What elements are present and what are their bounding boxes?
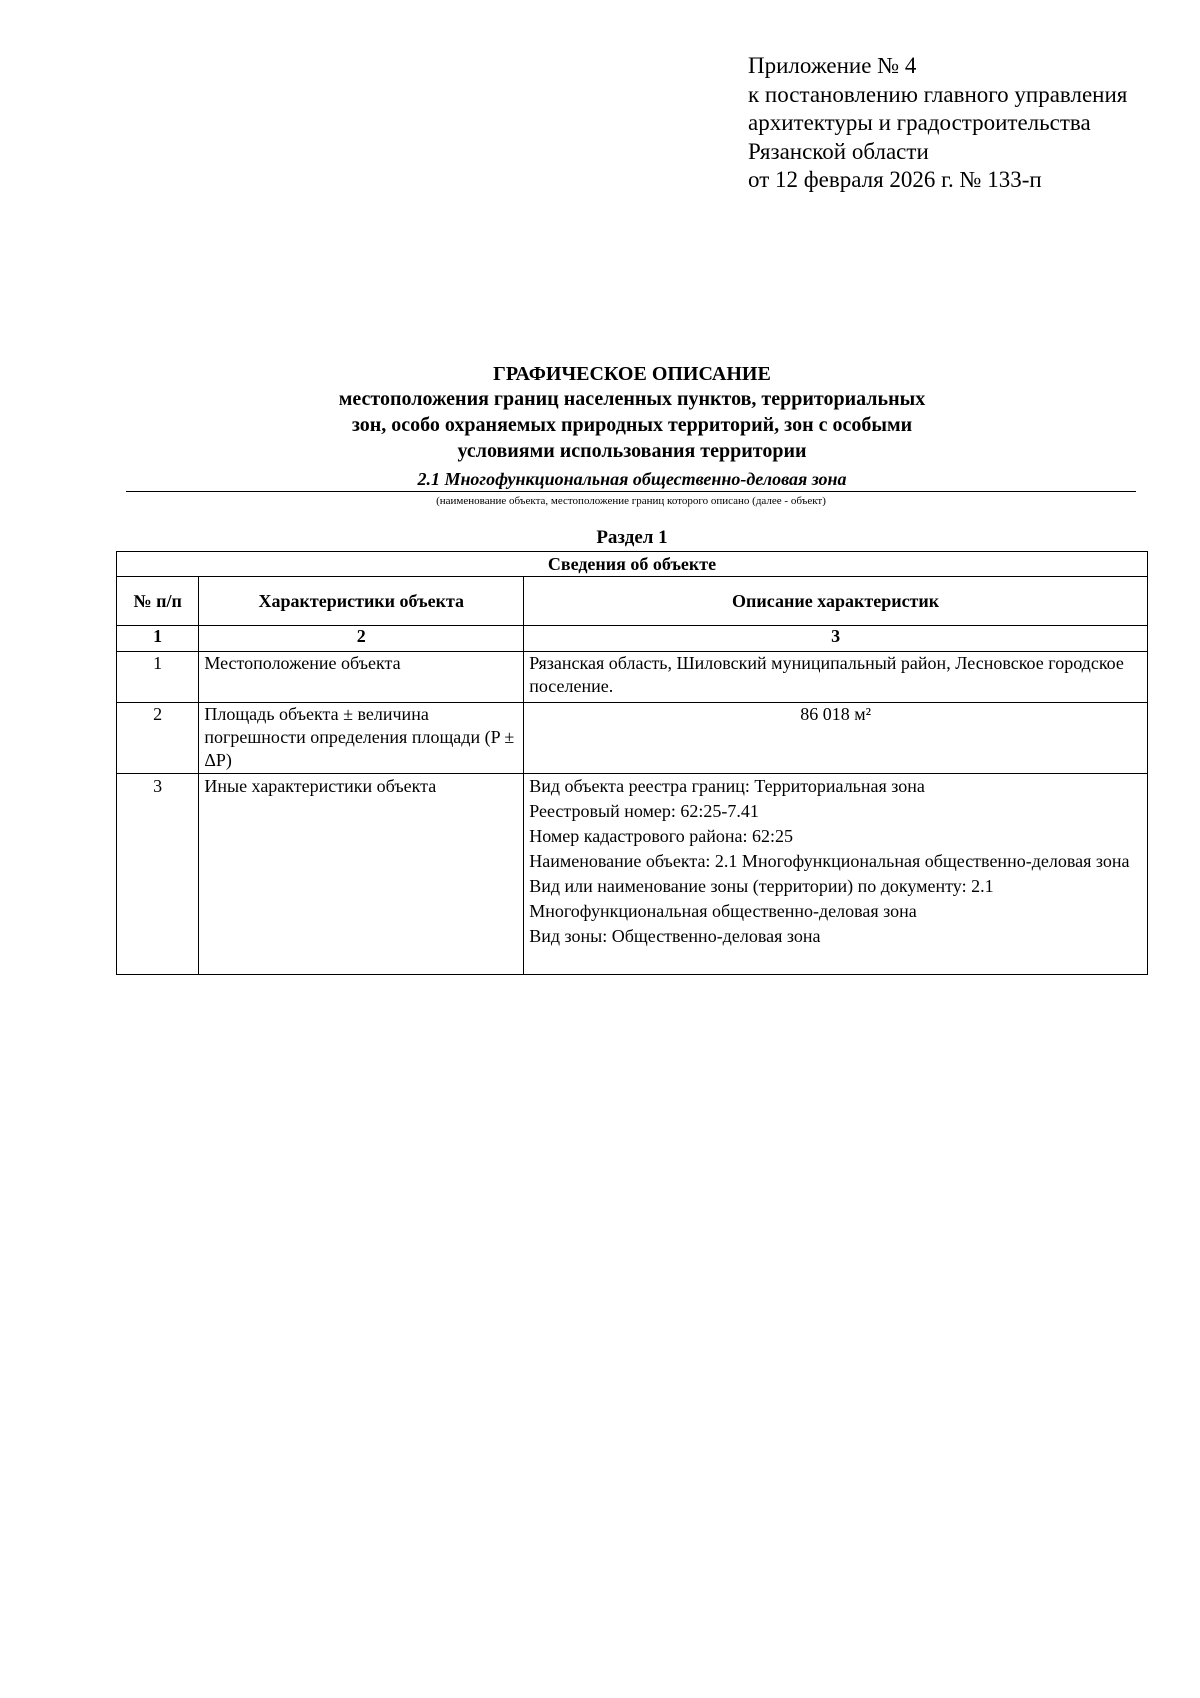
row-description [524, 703, 1148, 774]
row-description [524, 774, 1148, 975]
table-row [117, 774, 1148, 975]
row-characteristic: Местоположение объекта [199, 652, 524, 703]
description-line: Реестровый номер: 62:25-7.41 [529, 801, 759, 821]
table-caption: Сведения об объекте [117, 552, 1148, 577]
row-number: 2 [117, 703, 199, 774]
object-name: 2.1 Многофункциональная общественно-деловая зона [417, 469, 847, 489]
description-line: Вид объекта реестра границ: Территориальная зона [529, 776, 925, 796]
appendix-line: Рязанской области [748, 138, 929, 164]
table-row [117, 652, 1148, 703]
document-title-block [0, 362, 1200, 490]
header-characteristic: Характеристики объекта [199, 577, 524, 626]
appendix-line: Приложение № 4 [748, 53, 917, 78]
description-line: Рязанская область, Шиловский муниципальный район, Лесновское городское поселение. [529, 653, 1124, 696]
row-number: 1 [117, 652, 199, 703]
description-line: Номер кадастрового района: 62:25 [529, 826, 793, 846]
row-number: 3 [117, 774, 199, 975]
row-description [524, 652, 1148, 703]
document-subtitle-line: зон, особо охраняемых природных территорий, зон с особыми [351, 414, 913, 436]
description-line: Вид зоны: Общественно-деловая зона [529, 926, 821, 946]
document-title: ГРАФИЧЕСКОЕ ОПИСАНИЕ [493, 363, 771, 385]
appendix-line: архитектуры и градостроительства [748, 110, 1091, 135]
column-number-row [117, 626, 1148, 652]
row-characteristic: Площадь объекта ± величина погрешности определения площади (P ± ΔP) [199, 703, 524, 774]
appendix-line: от 12 февраля 2026 г. № 133-п [748, 167, 1042, 192]
description-line: Вид или наименование зоны (территории) по документу: 2.1 Многофункциональная общественно-деловая зона [529, 876, 994, 921]
column-number: 3 [524, 626, 1148, 652]
table-row [117, 703, 1148, 774]
document-subtitle-line: местоположения границ населенных пунктов, территориальных [338, 388, 926, 410]
column-number: 2 [199, 626, 524, 652]
column-number: 1 [117, 626, 199, 652]
header-description: Описание характеристик [524, 577, 1148, 626]
document-subtitle-line: условиями использования территории [457, 440, 807, 462]
section-title: Раздел 1 [596, 527, 668, 548]
description-line: Наименование объекта: 2.1 Многофункциональная общественно-деловая зона [529, 851, 1130, 871]
header-number: № п/п [117, 577, 199, 626]
object-caption: (наименование объекта, местоположение границ которого описано (далее - объект) [436, 495, 826, 507]
object-name-underline [126, 491, 1136, 492]
appendix-line: к постановлению главного управления [748, 81, 1128, 107]
object-info-table [116, 551, 1148, 975]
row-characteristic: Иные характеристики объекта [199, 774, 524, 975]
area-value: 86 018 м² [800, 704, 871, 724]
appendix-block [748, 52, 1127, 195]
